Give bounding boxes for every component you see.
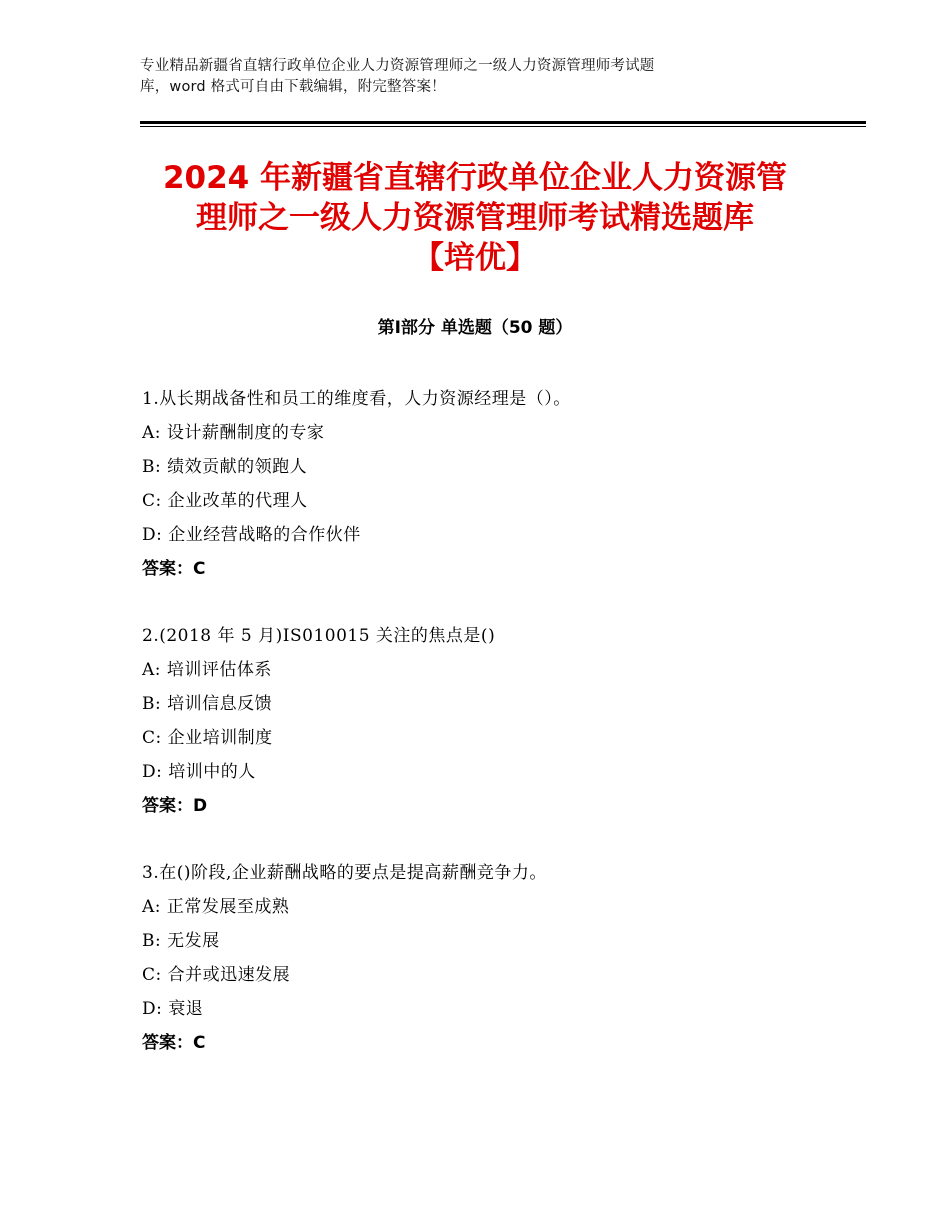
option-d: D: 企业经营战略的合作伙伴 <box>142 525 361 545</box>
question-item <box>142 382 842 586</box>
question-stem: 2.(2018 年 5 月)IS010015 关注的焦点是() <box>142 626 496 646</box>
header-note <box>140 56 810 98</box>
question-list <box>142 382 842 1093</box>
question-stem: 1.从长期战备性和员工的维度看，人力资源经理是（）。 <box>142 389 571 409</box>
answer-line: 答案：C <box>142 1033 206 1053</box>
option-a: A: 正常发展至成熟 <box>142 897 290 917</box>
option-b: B: 培训信息反馈 <box>142 694 273 714</box>
option-a: A: 设计薪酬制度的专家 <box>142 423 325 443</box>
question-stem: 3.在()阶段,企业薪酬战略的要点是提高薪酬竞争力。 <box>142 863 547 883</box>
header-note-line-1: 专业精品新疆省直辖行政单位企业人力资源管理师之一级人力资源管理师考试题 <box>140 58 655 74</box>
option-d: D: 衰退 <box>142 999 204 1019</box>
document-title-line-1: 2024 年新疆省直辖行政单位企业人力资源管 <box>162 160 788 196</box>
question-item <box>142 856 842 1060</box>
option-b: B: 绩效贡献的领跑人 <box>142 457 308 477</box>
question-item <box>142 619 842 823</box>
answer-line: 答案：D <box>142 796 208 816</box>
document-title-line-3: 【培优】 <box>413 240 537 276</box>
header-note-line-2: 库，word 格式可自由下载编辑，附完整答案！ <box>140 79 446 95</box>
header-divider-thin <box>140 126 866 127</box>
option-d: D: 培训中的人 <box>142 762 256 782</box>
option-c: C: 合并或迅速发展 <box>142 965 291 985</box>
document-title-line-2: 理师之一级人力资源管理师考试精选题库 <box>196 200 754 236</box>
answer-line: 答案：C <box>142 559 206 579</box>
document-title <box>120 158 830 278</box>
section-title: 第Ⅰ部分 单选题（50 题） <box>377 318 573 338</box>
option-a: A: 培训评估体系 <box>142 660 272 680</box>
header-divider-thick <box>140 121 866 124</box>
option-b: B: 无发展 <box>142 931 220 951</box>
option-c: C: 企业培训制度 <box>142 728 273 748</box>
option-c: C: 企业改革的代理人 <box>142 491 308 511</box>
